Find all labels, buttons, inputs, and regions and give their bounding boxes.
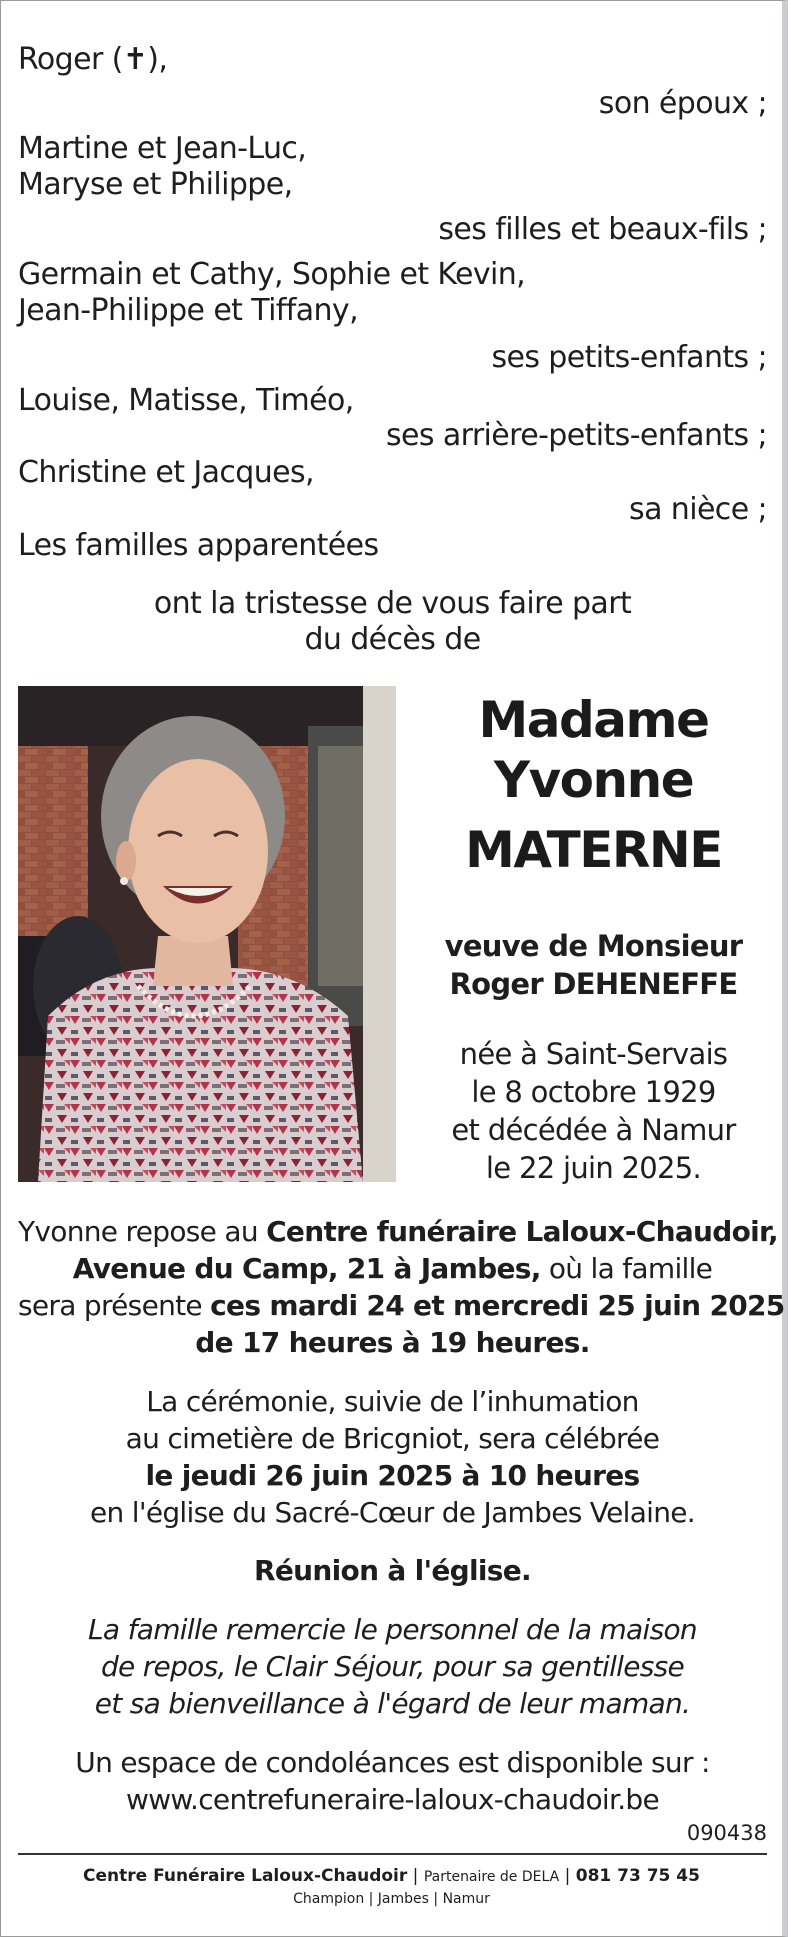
deceased-last-name: MATERNE bbox=[465, 821, 722, 879]
footer-company: Centre Funéraire Laloux-Chaudoir bbox=[83, 1866, 408, 1886]
visitation-line bbox=[18, 1288, 785, 1324]
family-relation: son époux ; bbox=[598, 86, 767, 121]
death-place: et décédée à Namur bbox=[451, 1113, 736, 1147]
visitation-text: où la famille bbox=[540, 1252, 713, 1285]
footer bbox=[0, 1865, 783, 1888]
thanks-line: de repos, le Clair Séjour, pour sa gentillesse bbox=[100, 1650, 685, 1683]
ceremony-line: au cimetière de Bricgniot, sera célébrée bbox=[125, 1422, 660, 1455]
announcement-line: du décès de bbox=[304, 622, 481, 657]
funeral-center-name: Centre funéraire Laloux-Chaudoir, bbox=[266, 1215, 778, 1248]
thanks-line: La famille remercie le personnel de la maison bbox=[88, 1613, 697, 1646]
meeting-note: Réunion à l'église. bbox=[254, 1554, 531, 1587]
family-line: Maryse et Philippe, bbox=[18, 167, 293, 202]
visitation-dates: ces mardi 24 et mercredi 25 juin 2025 bbox=[210, 1289, 785, 1322]
family-line: Martine et Jean-Luc, bbox=[18, 131, 307, 166]
condolences-link[interactable]: www.centrefuneraire-laloux-chaudoir.be bbox=[126, 1783, 659, 1816]
spouse-name: Roger DEHENEFFE bbox=[449, 967, 738, 1001]
deceased-title: Madame bbox=[478, 691, 709, 749]
family-relation: sa nièce ; bbox=[629, 492, 767, 527]
ceremony-line: en l'église du Sacré-Cœur de Jambes Velaine. bbox=[89, 1496, 696, 1529]
family-line: Les familles apparentées bbox=[18, 528, 379, 563]
footer-separator: | bbox=[564, 1866, 571, 1886]
family-line: Louise, Matisse, Timéo, bbox=[18, 383, 354, 418]
thanks-line: et sa bienveillance à l'égard de leur maman. bbox=[94, 1687, 691, 1720]
widow-of: veuve de Monsieur bbox=[444, 929, 743, 963]
visitation-text: Yvonne repose au bbox=[18, 1215, 267, 1248]
visitation-text: sera présente bbox=[18, 1289, 211, 1322]
reference-number: 090438 bbox=[686, 1821, 767, 1845]
birth-place: née à Saint-Servais bbox=[459, 1037, 728, 1071]
footer-locations: Champion | Jambes | Namur bbox=[293, 1891, 490, 1907]
family-relation: ses filles et beaux-fils ; bbox=[438, 212, 767, 247]
family-line: Roger (✝), bbox=[18, 42, 168, 77]
funeral-center-address: Avenue du Camp, 21 à Jambes, bbox=[72, 1252, 541, 1285]
visitation-hours: de 17 heures à 19 heures. bbox=[195, 1326, 590, 1359]
family-relation: ses petits-enfants ; bbox=[491, 340, 767, 375]
death-date: le 22 juin 2025. bbox=[485, 1151, 702, 1185]
footer-separator: | bbox=[412, 1866, 419, 1886]
deceased-first-name: Yvonne bbox=[493, 751, 694, 809]
visitation-line bbox=[18, 1214, 778, 1250]
announcement-line: ont la tristesse de vous faire part bbox=[153, 586, 632, 621]
visitation-line bbox=[18, 1251, 767, 1287]
family-relation: ses arrière-petits-enfants ; bbox=[385, 418, 767, 453]
family-line: Germain et Cathy, Sophie et Kevin, bbox=[18, 257, 526, 292]
footer-phone[interactable]: 081 73 75 45 bbox=[575, 1866, 700, 1886]
ceremony-datetime: le jeudi 26 juin 2025 à 10 heures bbox=[145, 1459, 640, 1492]
family-line: Jean-Philippe et Tiffany, bbox=[18, 293, 359, 328]
ceremony-line: La cérémonie, suivie de l’inhumation bbox=[146, 1385, 639, 1418]
family-line: Christine et Jacques, bbox=[18, 455, 314, 490]
footer-divider bbox=[18, 1853, 767, 1855]
condolences-line: Un espace de condoléances est disponible sur : bbox=[75, 1746, 710, 1779]
portrait-photo bbox=[18, 686, 396, 1182]
footer-partner: Partenaire de DELA bbox=[423, 1869, 560, 1885]
birth-date: le 8 octobre 1929 bbox=[471, 1075, 716, 1109]
